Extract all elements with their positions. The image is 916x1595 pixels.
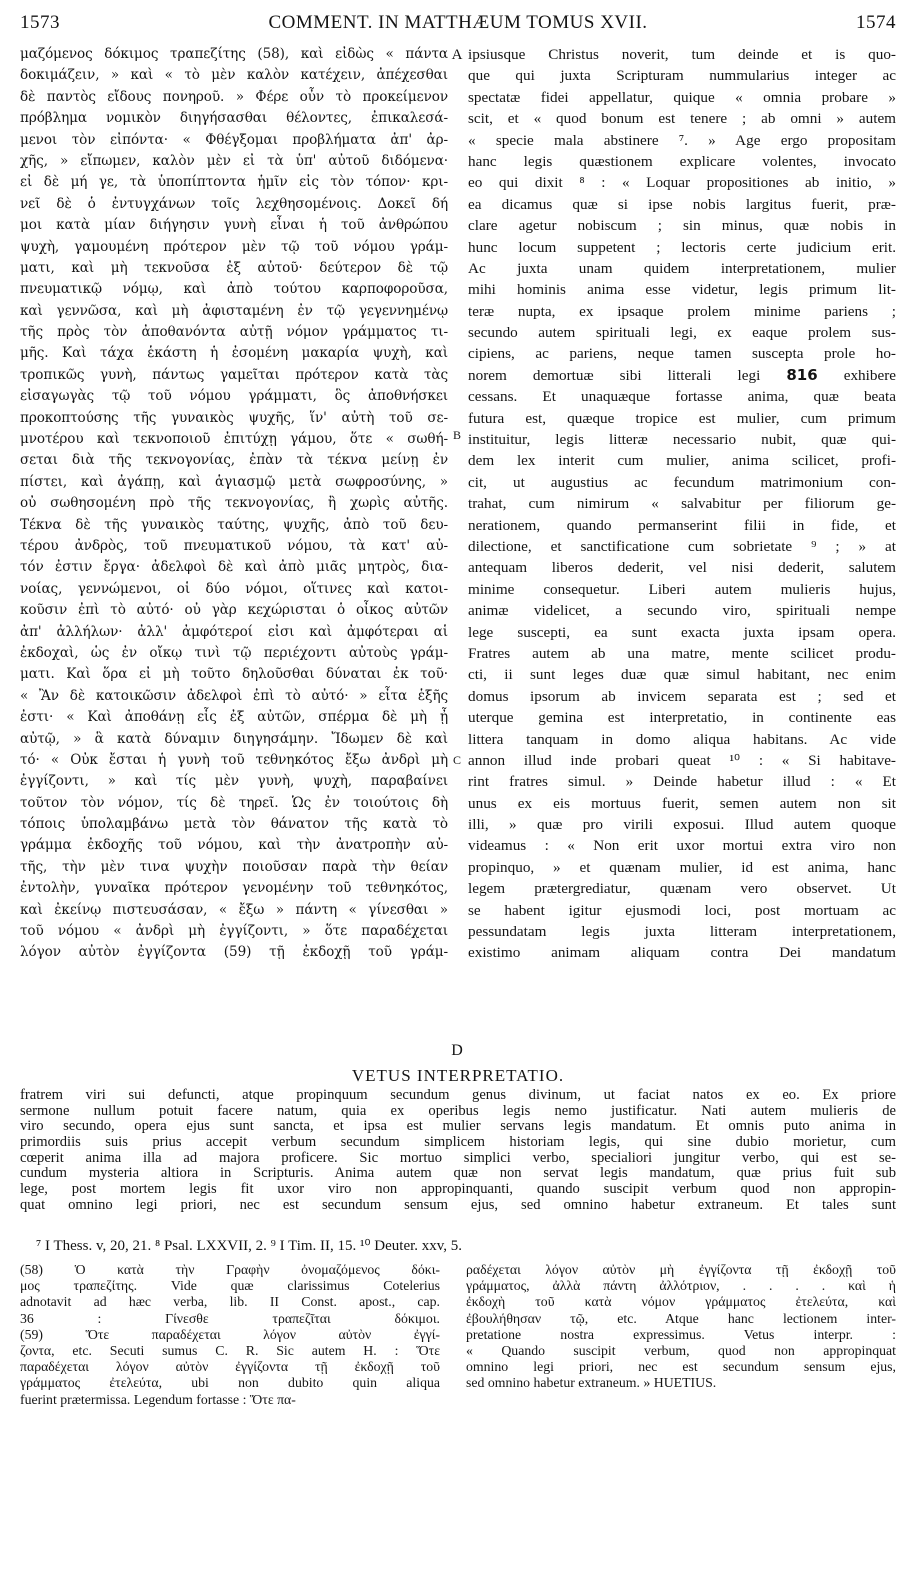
latin-text-line: Ac juxta unam quidem interpretationem, mulier [468, 259, 896, 277]
latin-column [468, 44, 896, 964]
greek-text-line: τοῦτον τὸν νόμον, τίς δὲ τηρεῖ. Ὡς ἐν τοιούτοις δὴ [20, 794, 448, 811]
latin-text-line: spectatæ fidei appellatur, quique « omnia probare » [468, 88, 896, 106]
greek-text-line: νεῖ δὲ ὁ ἐντυγχάνων τοῖς λεχθησομένοις. Δοκεῖ δή [20, 195, 448, 212]
greek-text-line: προκοπτούσης τῆς γυναικὸς ψυχῆς, ἵν' αὐτὴ τοῦ σε- [20, 409, 448, 426]
greek-text-line: κοῦσιν ἐπὶ τὸ αὐτό· οὐ γὰρ κεχώρισται ὁ οἶκος αὐτῶν [20, 602, 448, 619]
greek-text-line: ἀπ' ἀλλήλων· ἀλλ' ἀμφότεροί εἰσι καὶ ἀμφότεραι αἱ [20, 623, 448, 640]
greek-text-line: δὲ παντὸς εἴδους πονηροῦ. » Φέρε οὖν τὸ προκείμενον [20, 88, 448, 105]
footnote-line: ζοντα, etc. Secuti sumus C. R. Sic autem H. : Ὅτε [20, 1342, 440, 1358]
footnote-line: omnino legi priori, nec est secundum sensum ejus, [466, 1359, 896, 1375]
greek-text-line: χῆς, » εἴπωμεν, καλὸν μὲν εἰ τὰ ὑπ' αὐτοῦ διδόμενα· [20, 152, 448, 169]
latin-text-line: cipiens, ac pariens, neque tamen suscepta prole ho- [468, 345, 896, 363]
latin-text-line: domus ipsorum ab invicem separata est ; sed et [468, 687, 896, 705]
latin-text-line: animæ videlicet, a secundo viro, spirituali nempe [468, 602, 896, 620]
latin-text-line: scit, et « quod bonum est tenere ; ab omni » autem [468, 110, 896, 128]
greek-text-line: σεται διὰ τῆς τεκνογονίας, ἐπὰν τὰ τέκνα μείνῃ ἐν [20, 452, 448, 469]
latin-text-line: cit, ut augustius ac fecundum matrimonium con- [468, 473, 896, 491]
greek-text-line: καὶ ἐκείνῳ πιστευσάσαν, « ἔξω » πάντη « γίνεσθαι » [20, 901, 448, 918]
latin-line-text: norem demortuæ sibi litterali legi [468, 366, 761, 384]
greek-text-line: τόν ἐστιν ἔργα· ἀδελφοὶ δὲ καὶ ἀπὸ μιᾶς μητρὸς, δια- [20, 559, 448, 576]
greek-text-line: μαζόμενος δόκιμος τραπεζίτης (58), καὶ εἰδὼς « πάντα [20, 46, 448, 62]
latin-text-line: nerationem, quando permanserint filii in fide, et [468, 516, 896, 534]
footnote-line: « Quando suscipit verbum, quod non appropinquat [466, 1342, 896, 1358]
greek-text-line: πίστει, καὶ ἀγάπῃ, καὶ ἁγιασμῷ μετὰ σωφροσύνης, » [20, 473, 448, 490]
latin-text-line: propinquo, » et quænam mulier, id est anima, hanc [468, 858, 896, 876]
footnote-line: sed omnino habetur extraneum. » HUETIUS. [466, 1375, 717, 1391]
greek-text-line: εἰ δὲ μή γε, τὰ ὑποπίπτοντα ἡμῖν εἰς τὸν τόπον· κρι- [20, 174, 448, 191]
latin-text-line: mihi hominis anima esse videtur, legis primum lit- [468, 281, 896, 299]
vetus-interpretatio-body [20, 1088, 896, 1214]
greek-text-line: λόγον αὐτὸν ἐγγίζοντα (59) τῇ ἐκδοχῇ τοῦ γράμ- [20, 944, 448, 961]
footnote-line: (59) Ὅτε παραδέχεται λόγον αὐτὸν ἐγγί- [20, 1326, 440, 1342]
vetus-text-line: quat omnino legi priori, nec est secundum sensum ejus, sed omnino habetur extraneum. Et tales sunt [20, 1197, 896, 1213]
latin-text-line: ea dicamus quæ si ipse nobis largitus fuerit, præ- [468, 195, 896, 213]
greek-text-line: Τέκνα δὲ τῆς γυναικὸς ταύτης, ψυχῆς, ἀπὸ τοῦ δευ- [20, 516, 448, 533]
greek-text-line: τοῦ νόμου « ἀνδρὶ μὴ ἐγγίζοντι, » ὅτε παραδέχεται [20, 923, 448, 940]
footnotes-right-column [466, 1262, 896, 1392]
latin-text-line: dilectione, et sanctificatione cum sobrietate ⁹ ; » at [468, 537, 896, 555]
greek-text-line: ἐκδοχαὶ, ὡς ἐν οἴκῳ τινὶ τῷ περιέχοντι αὐτοὺς γράμ- [20, 644, 448, 661]
greek-text-line: τῆς πρὸς τὸν ἀποθανόντα αὐτῇ νόμον γράμματος τι- [20, 324, 448, 341]
greek-text-line: μενοι τὸν εἰπόντα· « Φθέγξομαι προβλήματα ἀπ' ἀρ- [20, 131, 448, 148]
latin-text-line: « specie mala abstinere ⁷. » Age ergo propositam [468, 131, 896, 149]
latin-line-text: exhibere [843, 366, 896, 384]
greek-text-line: γράμμα ἐκδοχῆς τοῦ νόμου, καὶ τὴν ἀνατροπὴν αὐ- [20, 837, 448, 854]
vetus-text-line: cœperit anima illa ad majora proficere. Sic mortuo simplici verbo, specialiori jungitur verbo, qui est se- [20, 1150, 896, 1166]
vetus-text-line: sermone nullum potuit facere natum, quia ex operibus legis nemo justificatur. Nati autem mulieris de [20, 1103, 896, 1119]
latin-text-line: trahat, cum nimirum « salvabitur per filiorum ge- [468, 495, 896, 513]
footnote-line: μος τραπεζίτης. Vide quæ clarissimus Cotelerius [20, 1278, 440, 1294]
latin-text-line: legem prætergrediatur, quænam vero observet. Ut [468, 880, 896, 898]
margin-letter-a: A [451, 47, 463, 63]
greek-text-line: μνοτέρου καὶ τεκνοποιοῦ ἐπιτύχῃ γάμου, ὅτε « σωθή- [20, 431, 448, 448]
page-number-left: 1573 [20, 12, 60, 33]
greek-text-line: ἐστι· « Καὶ ἀποθάνῃ εἷς ἐξ αὐτῶν, σπέρμα δὲ μὴ ᾖ [20, 709, 448, 726]
latin-text-line: illi, » quæ pro virili exposui. Illud autem quoque [468, 816, 896, 834]
greek-text-line: « Ἂν δὲ κατοικῶσιν ἀδελφοὶ ἐπὶ τὸ αὐτό· » εἶτα ἑξῆς [20, 687, 448, 704]
greek-text-line: τέρου ἀνδρὸς, τοῦ πνευματικοῦ νόμου, τὰ κατ' αὐ- [20, 537, 448, 554]
latin-text-line: se habent igitur ejusmodi loci, post mortuam ac [468, 901, 896, 919]
footnote-line: γράμματος, ἀλλὰ πάντη ἀλλότριον, . . . . καὶ ἡ [466, 1278, 896, 1294]
greek-text-line: μῆς. Καὶ τάχα ἑκάστη ἡ ἐσομένη μακαρία ψυχὴ, καὶ [20, 345, 448, 362]
latin-text-line: ipsiusque Christus noverit, tum deinde et is quo- [468, 46, 896, 63]
greek-text-line: τόποις ὑπολαμβάνω μετὰ τὸν θάνατον τῆς κατὰ τὸ [20, 816, 448, 833]
margin-letter-d: D [451, 1042, 463, 1059]
page-number-right: 1574 [856, 12, 896, 33]
latin-text-line: pessundatam legis juxta litteram interpretationem, [468, 923, 896, 941]
latin-text-line: teræ nupta, ex ipsaque prolem minime pariens ; [468, 302, 896, 320]
vetus-text-line: lege, post mortem legis fit uxor viro non appropinquanti, quando suscipit verbum quod non appropin- [20, 1182, 896, 1198]
footnotes-left-column [20, 1262, 440, 1408]
footnote-line: pretatione nostra expressimus. Vetus interpr. : [466, 1326, 896, 1342]
footnote-line: (58) Ὁ κατὰ τὴν Γραφὴν ὀνομαζόμενος δόκι- [20, 1262, 440, 1277]
latin-text-line: cessans. Et unaquæque fortasse anima, quæ beata [468, 388, 896, 406]
footnote-line: ραδέχεται λόγον αὐτὸν μὴ ἐγγίζοντα τῇ ἐκδοχῇ τοῦ [466, 1262, 896, 1277]
latin-block-b [468, 386, 896, 964]
footnote-line: παραδέχεται λόγον αὐτὸν ἐγγίζοντα τῇ ἐκδοχῇ τοῦ [20, 1359, 440, 1375]
greek-text-line: εἰσαγωγὰς τῷ τοῦ νόμου γράμματι, ὃς ἀποθνήσκει [20, 388, 448, 405]
vetus-text-line: cundum mysteria altiora in Scripturis. Anima autem quæ non servat legis mandatum, quæ prius fuit sub [20, 1166, 896, 1182]
latin-text-line: lege suscepti, ea sunt exacta juxta ipsam opera. [468, 623, 896, 641]
vetus-text-line: viro secundo, opera ejus sunt sancta, et ipsa est mulier servans legis mandatum. Et omnis puto anima in [20, 1119, 896, 1135]
greek-text-line: αὐτῷ, » ἃ κατὰ δύναμιν διηγησάμην. Ἴδωμεν δὲ καὶ [20, 730, 448, 747]
latin-text-line: hunc locum suppetent ; lectoris certe judicium erit. [468, 238, 896, 256]
latin-text-line: annon illud inde probari queat ¹⁰ : « Si habitave- [468, 751, 896, 769]
greek-text-line: νοίας, γεννώμενοι, οἱ δύο νόμοι, οἵτινες καὶ κατοι- [20, 580, 448, 597]
greek-text-line: ματι. Καὶ ὅρα εἰ μὴ τοῦτο δηλοῦσθαι δύναται ἐκ τοῦ· [20, 666, 448, 683]
greek-text-line: πνευματικῷ νόμῳ, καὶ ἀπὸ τούτου καρποφοροῦσα, [20, 281, 448, 298]
scripture-references: ⁷ I Thess. v, 20, 21. ⁸ Psal. LXXVII, 2. ⁹ I Tim. II, 15. ¹⁰ Deuter. xxv, 5. [36, 1238, 463, 1254]
footnote-line: fuerint prætermissa. Legendum fortasse : Ὅτε πα- [20, 1391, 296, 1407]
latin-text-line: unus ex eis mortuus fuerit, semen autem non sit [468, 794, 896, 812]
latin-text-line: dem lex interit cum mulier, anima scilicet, profi- [468, 452, 896, 470]
latin-text-line: instituitur, legis litteræ necessario nubit, quæ qui- [468, 431, 896, 449]
running-title: COMMENT. IN MATTHÆUM TOMUS XVII. [268, 12, 648, 33]
footnote-line: 36 : Γίνεσθε τραπεζῖται δόκιμοι. [20, 1310, 440, 1326]
greek-text-line: ματι, καὶ μὴ τεκνοῦσα ἐξ αὐτοῦ· δεύτερον δὲ τῷ [20, 259, 448, 276]
latin-text-line: que qui juxta Scripturam nummularius integer ac [468, 67, 896, 85]
greek-text-line: τροπικῶς γυνὴ, πάντως γαμεῖται πρότερον κατὰ τὰς [20, 366, 448, 383]
greek-text-line: ψυχὴ, γαμουμένη πρότερον μὲν τῷ τοῦ νόμου γράμ- [20, 238, 448, 255]
latin-text-line: eo qui dixit ⁸ : « Loquar propositiones ab initio, » [468, 174, 896, 192]
latin-text-line: clare agetur nobiscum ; sin minus, quæ nobis in [468, 217, 896, 235]
greek-column [20, 44, 448, 964]
latin-text-line: secundo autem spirituali legi, ex eaque prolem sus- [468, 324, 896, 342]
margin-letter-c: C [452, 753, 461, 767]
footnote-line: γράμματος ἐτελεύτα, ubi non dubito quin aliqua [20, 1375, 440, 1391]
greek-text-line: ἐντολὴν, γυναῖκα πρότερον γενομένην τοῦ τεθνηκότος, [20, 880, 448, 897]
latin-text-line: hanc legis quæstionem explicare volentes, invocato [468, 152, 896, 170]
vetus-text-line: fratrem viri sui defuncti, atque propinquum secundum genus divinum, ut faciat natos ex eo. Ex priore [20, 1088, 896, 1103]
latin-text-line: futura est, quæque tropice est mulier, cum primum [468, 409, 896, 427]
greek-text-line: τῆς, τὴν μὲν τινα ψυχὴν ποιοῦσαν παρὰ τὴν θείαν [20, 858, 448, 875]
vetus-text-line: primordiis suis prius accepit verbum secundum simplicem historiam legis, qui sine dubio morietur, cum [20, 1135, 896, 1151]
greek-text-line: ἐγγίζοντι, » καὶ τίς μὲν γυνὴ, ψυχὴ, παραβαίνει [20, 773, 448, 790]
latin-text-line: cti, ii sunt leges duæ quæ simul habitant, nec enim [468, 666, 896, 684]
latin-text-line: antequam liberos dederit, vel nisi dederit, salutem [468, 559, 896, 577]
greek-text-line: μοι κατὰ μίαν διήγησιν γυνὴ εἶναι ἡ τοῦ ἀνθρώπου [20, 217, 448, 234]
margin-letter-b: B [452, 428, 461, 442]
latin-text-line: existimo animam aliquam contra Dei mandatum [468, 944, 896, 962]
latin-text-line: uterque gemina est interpretatio, in continente eas [468, 709, 896, 727]
greek-text-line: τό· « Οὐκ ἔσται ἡ γυνὴ τοῦ τεθνηκότος ἔξω ἀνδρὶ μὴ [20, 751, 448, 768]
footnote-line: ἐκδοχὴ τοῦ κατὰ νόμον γράμματος ἐτελεύτα, καὶ [466, 1294, 896, 1310]
greek-text-line: δοκιμάζειν, » καὶ « τὸ μὲν καλὸν κατέχειν, ἀπέχεσθαι [20, 67, 448, 84]
vetus-interpretatio-title: VETUS INTERPRETATIO. [351, 1066, 565, 1085]
latin-text-line: rint fratres simul. » Deinde habetur illud : « Et [468, 773, 896, 791]
greek-text-line: οὐ σωθησομένη πρὸ τῆς τεκνογονίας, ἢ χωρὶς αὐτῆς. [20, 495, 448, 512]
greek-text-line: καὶ γεννῶσα, καὶ μὴ ἀφισταμένη ἐν τῷ γεγεννημένῳ [20, 302, 448, 319]
edition-page-number: 816 [786, 365, 818, 384]
latin-block-a [468, 44, 896, 365]
latin-text-line: littera tanquam in domo aliqua habitans. Ac vide [468, 730, 896, 748]
running-header [20, 12, 896, 38]
latin-line-with-page-number [468, 365, 896, 386]
greek-text-line: πρόβλημα νομικὸν διηγήσασθαι θέλοντες, ἐπικαλεσά- [20, 110, 448, 127]
latin-text-line: videamus : « Non erit uxor mortui extra viro non [468, 837, 896, 855]
latin-text-line: minime consequetur. Liberi autem mulieris hujus, [468, 580, 896, 598]
footnote-line: adnotavit ad hæc verba, lib. II Const. apost., cap. [20, 1294, 440, 1310]
footnote-line: ἐβουλήθησαν τῷ, etc. Atque hanc lectionem inter- [466, 1310, 896, 1326]
latin-text-line: Fratres autem ab una matre, mente scilicet produ- [468, 644, 896, 662]
